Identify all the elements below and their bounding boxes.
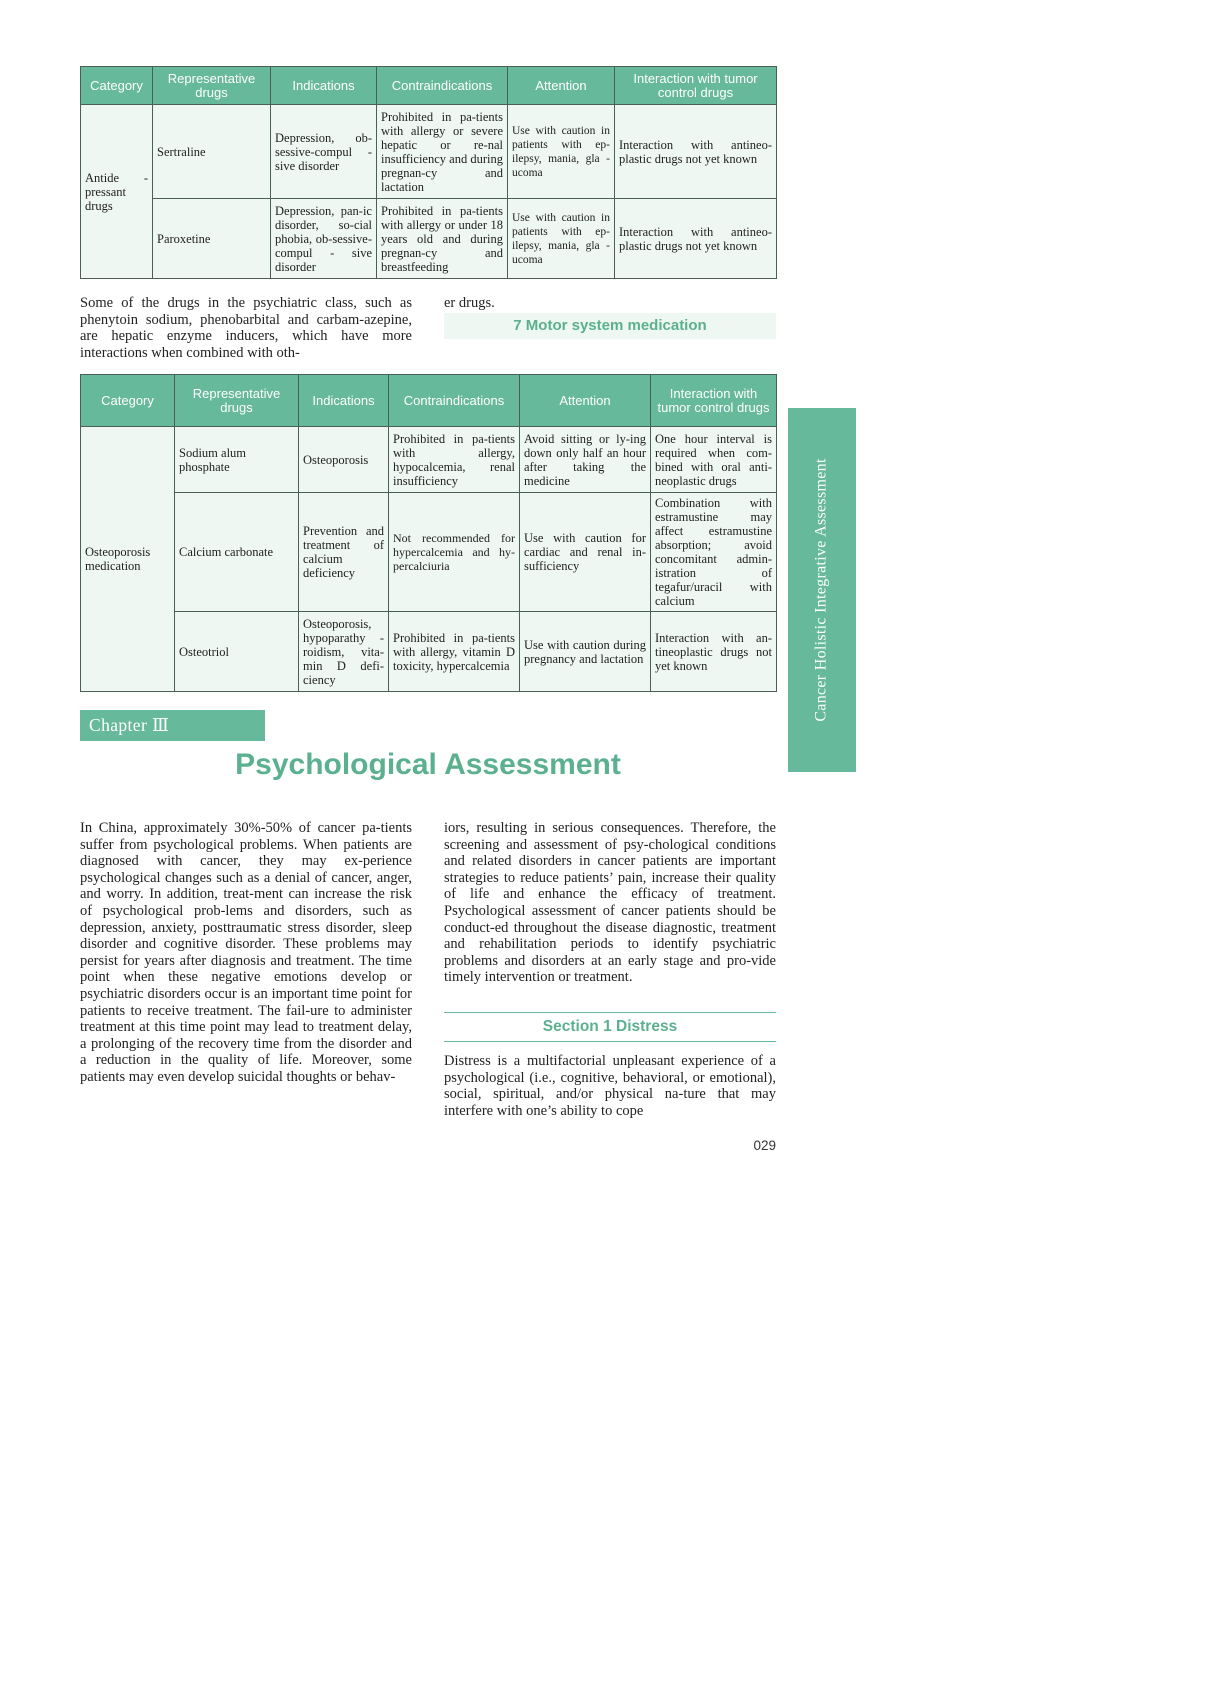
attention-cell: Avoid sitting or ly-ing down only half an hour after taking the medicine xyxy=(520,427,651,493)
table-row xyxy=(81,199,777,279)
header-interaction: Interaction with tumor control drugs xyxy=(615,67,777,105)
header-contraindications: Contraindications xyxy=(377,67,508,105)
contraindications-cell: Prohibited in pa-tients with allergy, vitamin D toxicity, hypercalcemia xyxy=(389,612,520,692)
header-representative-drugs: Representative drugs xyxy=(153,67,271,105)
drug-cell: Osteotriol xyxy=(175,612,299,692)
drug-cell: Sodium alum phosphate xyxy=(175,427,299,493)
header-interaction: Interaction with tumor control drugs xyxy=(651,375,777,427)
page-number: 029 xyxy=(753,1138,776,1153)
psychiatric-drugs-paragraph: Some of the drugs in the psychiatric class, such as phenytoin sodium, phenobarbital and carbam-azepine, are hepatic enzyme inducers, which have more interactions when combined with oth- xyxy=(80,295,412,361)
category-cell: Osteoporosis medication xyxy=(81,427,175,692)
intro-paragraph: In China, approximately 30%-50% of cancer pa-tients suffer from psychological problems. When patients are diagnosed with cancer, they may ex-perience psychological changes such as a denial of cancer, anger, and worry. In addition, treat-ment can increase the risk of psychological prob-lems and disorders, such as depression, anxiety, posttraumatic stress disorder, sleep disorder and cognitive disorder. These problems may persist for years after diagnosis and treatment. The time point when these negative emotions develop or psychiatric disorders occur is an important time point for patients to receive treatment. The fail-ure to administer treatment at this time point may lead to treatment delay, a prolonging of the recovery time from the disorder and a reduction in the quality of life. Moreover, some patients may even develop suicidal thoughts or behav- xyxy=(80,820,412,1085)
table-row xyxy=(81,427,777,493)
interaction-cell: Interaction with antineo-plastic drugs not yet known xyxy=(615,105,777,199)
indications-cell: Depression, ob-sessive-compul - sive disorder xyxy=(271,105,377,199)
contraindications-cell: Prohibited in pa-tients with allergy, hypocalcemia, renal insufficiency xyxy=(389,427,520,493)
contraindications-cell: Not recommended for hypercalcemia and hy-percalciuria xyxy=(389,493,520,612)
indications-cell: Depression, pan-ic disorder, so-cial phobia, ob-sessive-compul - sive disorder xyxy=(271,199,377,279)
chapter-title: Psychological Assessment xyxy=(235,748,621,781)
side-tab-label: Cancer Holistic Integrative Assessment xyxy=(813,458,830,722)
header-attention: Attention xyxy=(520,375,651,427)
chapter-label: Chapter Ⅲ xyxy=(89,715,170,735)
indications-cell: Osteoporosis xyxy=(299,427,389,493)
header-contraindications: Contraindications xyxy=(389,375,520,427)
header-representative-drugs: Representative drugs xyxy=(175,375,299,427)
table-row xyxy=(81,105,777,199)
motor-section-heading: 7 Motor system medication xyxy=(513,317,707,334)
contraindications-cell: Prohibited in pa-tients with allergy or under 18 years old and during pregnan-cy and breastfeeding xyxy=(377,199,508,279)
attention-cell: Use with caution in patients with ep-ilepsy, mania, gla - ucoma xyxy=(508,105,615,199)
interaction-cell: One hour interval is required when com-bined with oral anti-neoplastic drugs xyxy=(651,427,777,493)
header-category: Category xyxy=(81,375,175,427)
header-attention: Attention xyxy=(508,67,615,105)
interaction-cell: Interaction with antineo-plastic drugs not yet known xyxy=(615,199,777,279)
header-indications: Indications xyxy=(271,67,377,105)
contraindications-cell: Prohibited in pa-tients with allergy or severe hepatic or re-nal insufficiency and during pregnan-cy and lactation xyxy=(377,105,508,199)
chapter-label-box xyxy=(80,710,265,741)
antidepressant-table xyxy=(80,66,777,279)
interaction-cell: Interaction with an-tineoplastic drugs not yet known xyxy=(651,612,777,692)
interaction-cell: Combination with estramustine may affect estramustine absorption; avoid concomitant admin-istration of tegafur/uracil with calcium xyxy=(651,493,777,612)
table-row xyxy=(81,612,777,692)
distress-paragraph: Distress is a multifactorial unpleasant experience of a psychological (i.e., cognitive, behavioral, or emotional), social, spiritual, and/or physical na-ture that may interfere with one’s ability to cope xyxy=(444,1053,776,1119)
drug-cell: Calcium carbonate xyxy=(175,493,299,612)
drug-cell: Paroxetine xyxy=(153,199,271,279)
attention-cell: Use with caution for cardiac and renal in-sufficiency xyxy=(520,493,651,612)
osteoporosis-table xyxy=(80,374,777,692)
section-heading-rule-bottom xyxy=(444,1041,776,1042)
section-heading: Section 1 Distress xyxy=(542,1018,678,1035)
header-category: Category xyxy=(81,67,153,105)
indications-cell: Prevention and treatment of calcium deficiency xyxy=(299,493,389,612)
category-cell: Antide - pressant drugs xyxy=(81,105,153,279)
header-indications: Indications xyxy=(299,375,389,427)
side-tab xyxy=(788,408,856,772)
table-row xyxy=(81,493,777,612)
indications-cell: Osteoporosis, hypoparathy - roidism, vita-min D defi-ciency xyxy=(299,612,389,692)
section-heading-rule-top xyxy=(444,1012,776,1013)
drug-cell: Sertraline xyxy=(153,105,271,199)
attention-cell: Use with caution in patients with ep-ilepsy, mania, gla - ucoma xyxy=(508,199,615,279)
attention-cell: Use with caution during pregnancy and lactation xyxy=(520,612,651,692)
paragraph-continuation: er drugs. xyxy=(444,295,495,311)
screening-paragraph: iors, resulting in serious consequences. Therefore, the screening and assessment of psy-chological conditions and related disorders in cancer patients are important strategies to reduce patients’ pain, increase their quality of life and enhance the efficacy of treatment. Psychological assessment of cancer patients should be conduct-ed throughout the disease diagnostic, treatment and rehabilitation periods to identify psychiatric problems and disorders at an early stage and pro-vide timely intervention or treatment. xyxy=(444,820,776,986)
